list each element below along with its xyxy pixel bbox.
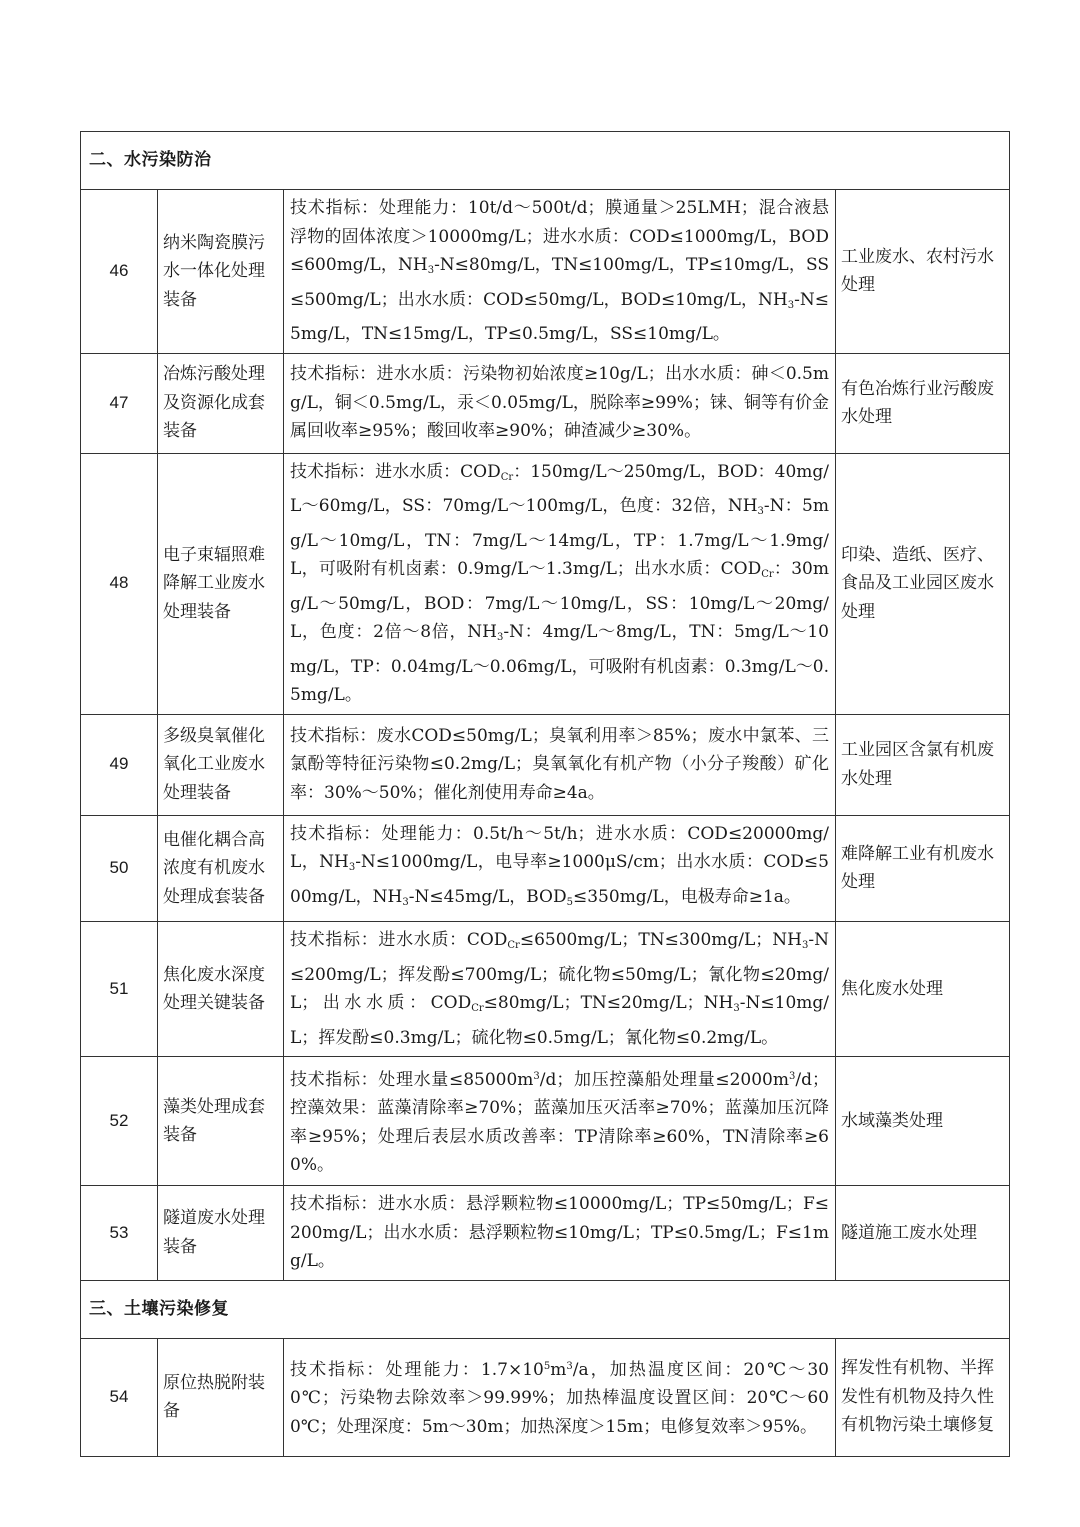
application-field: 水域藻类处理 [836,1057,1010,1186]
equipment-table [80,131,1010,1457]
table-row [81,1057,1010,1186]
table-row [81,922,1010,1057]
section-header-row [81,1280,1010,1338]
table-row [81,453,1010,714]
section-title: 三、土壤污染修复 [81,1280,1010,1338]
row-number: 48 [81,453,158,714]
row-number: 50 [81,815,158,922]
technical-spec: 技术指标：进水水质：$COD_{Cr}$：150mg/L～250mg/L，BOD：40mg/L～60mg/L，SS：70mg/L～100mg/L，色度：32倍，$NH_3-N$：5mg/L～10mg/L，TN：7mg/L～14mg/L，TP：1.7mg/L～1.9mg/L，可吸附有机卤素：0.9mg/L～1.3mg/L；出水水质：$COD_{Cr}$：30mg/L～50mg/L，BOD：7mg/L～10mg/L，SS：10mg/L～20mg/L，色度：2倍～8倍，$NH_3-N$：4mg/L～8mg/L，TN：5mg/L～10mg/L，TP：0.04mg/L～0.06mg/L，可吸附有机卤素：0.3mg/L～0.5mg/L。 [284,453,836,714]
row-number: 53 [81,1186,158,1281]
application-field: 工业废水、农村污水处理 [836,190,1010,354]
equipment-name: 冶炼污酸处理及资源化成套装备 [158,353,284,453]
section-title: 二、水污染防治 [81,132,1010,190]
technical-spec: 技术指标：处理水量$\le 85000m^3/d$；加压控藻船处理量$\le 2000m^3/d$；控藻效果：蓝藻清除率≥70%；蓝藻加压灭活率≥70%；蓝藻加压沉降率≥95%；处理后表层水质改善率：TP清除率≥60%，TN清除率≥60%。 [284,1057,836,1186]
equipment-name: 焦化废水深度处理关键装备 [158,922,284,1057]
technical-spec: 技术指标：进水水质：$COD_{Cr}\le 6500mg/L$；TN≤300mg/L；$NH_3-N\le 200mg/L$；挥发酚≤700mg/L；硫化物≤50mg/L；氰化物≤20mg/L；出水水质：$COD_{Cr}\le 80mg/L$；TN≤20mg/L；$NH_3-N\le 10mg/L$；挥发酚≤0.3mg/L；硫化物≤0.5mg/L；氰化物≤0.2mg/L。 [284,922,836,1057]
equipment-name: 纳米陶瓷膜污水一体化处理装备 [158,190,284,354]
table-row [81,353,1010,453]
application-field: 印染、造纸、医疗、食品及工业园区废水处理 [836,453,1010,714]
technical-spec: 技术指标：处理能力：$1.7\times 10^5m^3/a$，加热温度区间：20℃～300℃；污染物去除效率＞99.99%；加热棒温度设置区间：20℃～600℃；处理深度：5m～30m；加热深度＞15m；电修复效率＞95%。 [284,1338,836,1456]
equipment-name: 电催化耦合高浓度有机废水处理成套装备 [158,815,284,922]
equipment-name: 电子束辐照难降解工业废水处理装备 [158,453,284,714]
application-field: 挥发性有机物、半挥发性有机物及持久性有机物污染土壤修复 [836,1338,1010,1456]
technical-spec: 技术指标：废水COD≤50mg/L；臭氧利用率＞85%；废水中氯苯、三氯酚等特征污染物≤0.2mg/L；臭氧氧化有机产物（小分子羧酸）矿化率：30%～50%；催化剂使用寿命≥4a。 [284,714,836,815]
technical-spec: 技术指标：处理能力：10t/d～500t/d；膜通量＞25LMH；混合液悬浮物的固体浓度＞10000mg/L；进水水质：COD≤1000mg/L，BOD≤600mg/L，$NH_3-N\le 80mg/L$，TN≤100mg/L，TP≤10mg/L，SS≤500mg/L；出水水质：COD≤50mg/L，BOD≤10mg/L，$NH_3-N\le 5mg/L$，TN≤15mg/L，TP≤0.5mg/L，SS≤10mg/L。 [284,190,836,354]
row-number: 51 [81,922,158,1057]
technical-spec: 技术指标：处理能力：0.5t/h～5t/h；进水水质：COD≤20000mg/L，$NH_3-N\le 1000mg/L$，电导率≥1000μS/cm；出水水质：COD≤500mg/L，$NH_3-N\le 45mg/L$，$BOD_5\le 350mg/L$，电极寿命≥1a。 [284,815,836,922]
row-number: 52 [81,1057,158,1186]
section-header-row [81,132,1010,190]
technical-spec: 技术指标：进水水质：悬浮颗粒物≤10000mg/L；TP≤50mg/L；F≤200mg/L；出水水质：悬浮颗粒物≤10mg/L；TP≤0.5mg/L；F≤1mg/L。 [284,1186,836,1281]
row-number: 47 [81,353,158,453]
equipment-name: 隧道废水处理装备 [158,1186,284,1281]
table-row [81,815,1010,922]
table-row [81,714,1010,815]
equipment-name: 原位热脱附装备 [158,1338,284,1456]
table-row [81,1186,1010,1281]
equipment-name: 藻类处理成套装备 [158,1057,284,1186]
application-field: 有色冶炼行业污酸废水处理 [836,353,1010,453]
table-row [81,1338,1010,1456]
row-number: 54 [81,1338,158,1456]
table-row [81,190,1010,354]
application-field: 难降解工业有机废水处理 [836,815,1010,922]
application-field: 焦化废水处理 [836,922,1010,1057]
row-number: 46 [81,190,158,354]
application-field: 工业园区含氯有机废水处理 [836,714,1010,815]
equipment-name: 多级臭氧催化氧化工业废水处理装备 [158,714,284,815]
application-field: 隧道施工废水处理 [836,1186,1010,1281]
row-number: 49 [81,714,158,815]
technical-spec: 技术指标：进水水质：污染物初始浓度≥10g/L；出水水质：砷＜0.5mg/L，铜＜0.5mg/L，汞＜0.05mg/L，脱除率≥99%；铼、铜等有价金属回收率≥95%；酸回收率≥90%；砷渣减少≥30%。 [284,353,836,453]
